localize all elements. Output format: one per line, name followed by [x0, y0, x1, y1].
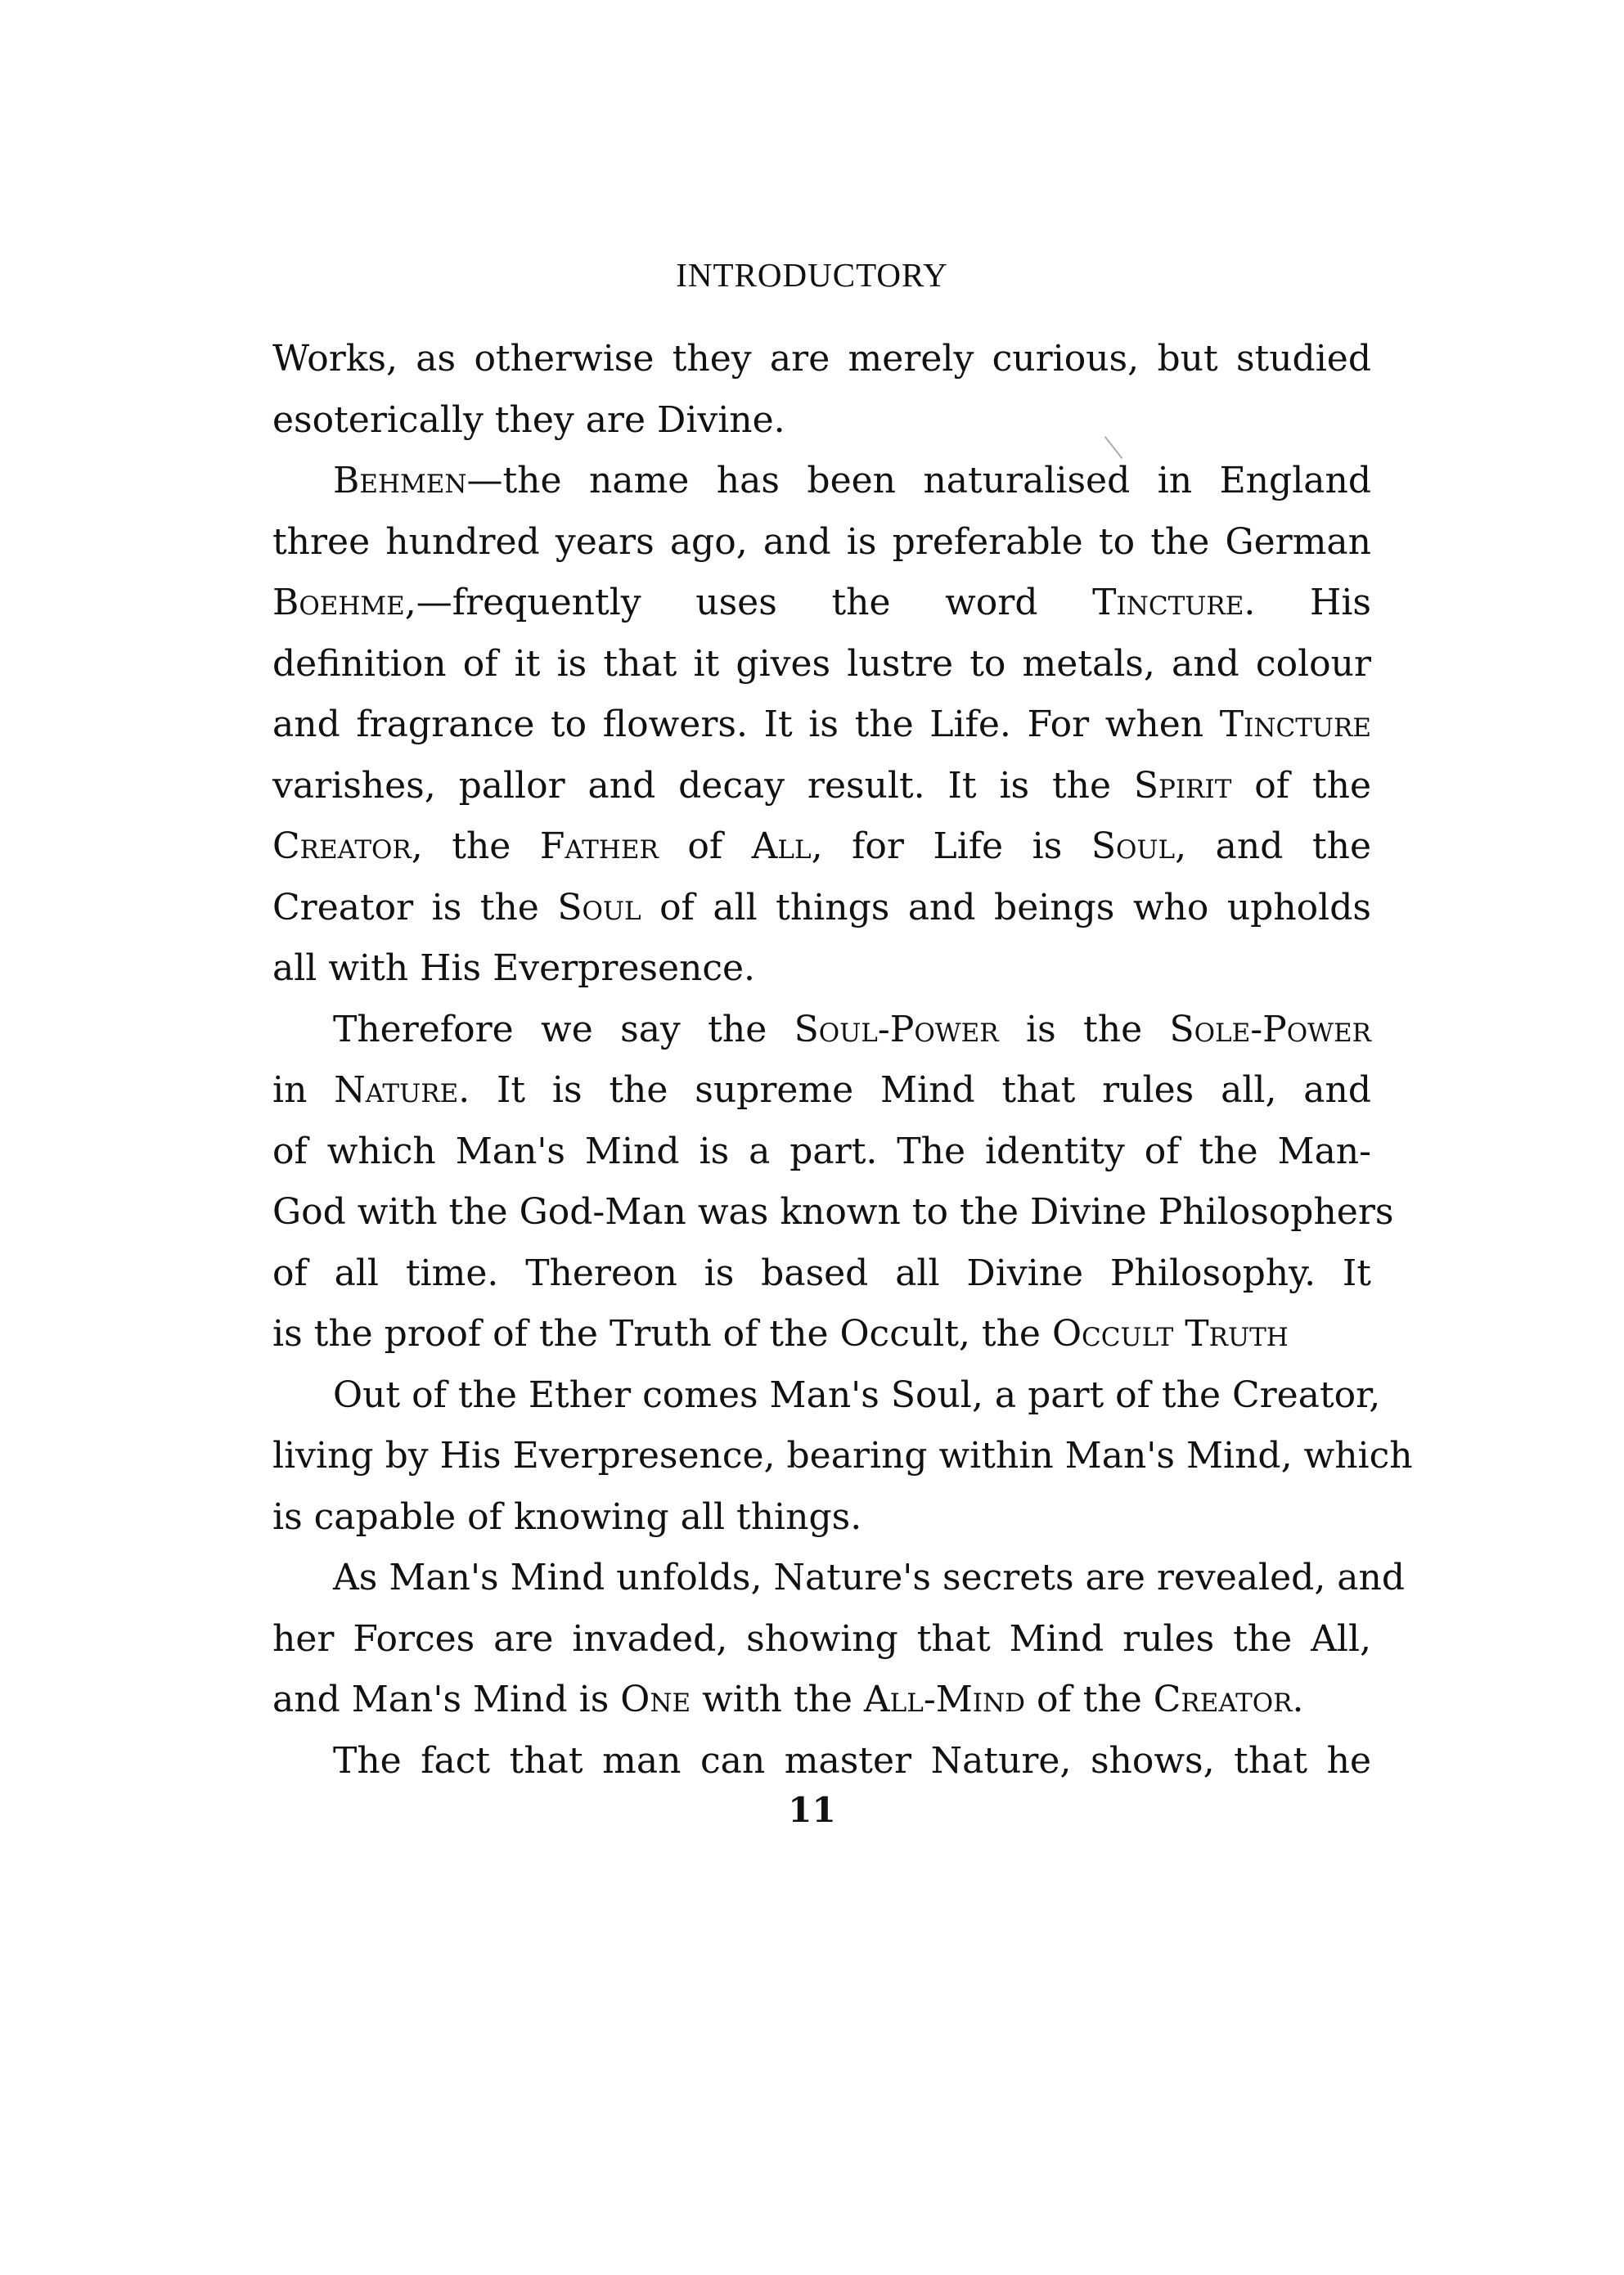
text-segment: The fact that man can master Nature, shows, that he: [333, 1739, 1371, 1782]
small-caps-term: Nature.: [334, 1069, 470, 1111]
text-line: [272, 1487, 1371, 1549]
text-segment: with the: [691, 1679, 864, 1720]
small-caps-term: Boehme,: [272, 582, 416, 623]
text-segment: —frequently uses the word: [416, 582, 1093, 623]
small-caps-term: Creator,: [272, 825, 423, 867]
small-caps-term: Soul: [557, 886, 641, 928]
paragraph: [272, 1731, 1371, 1792]
text-line: [272, 1000, 1371, 1061]
small-caps-term: Tincture: [1219, 704, 1371, 745]
text-segment: His: [1255, 582, 1371, 623]
text-line: [272, 1060, 1371, 1122]
small-caps-term: One: [620, 1679, 691, 1720]
text-segment: Creator is the: [272, 886, 558, 928]
body-text: [272, 329, 1413, 1792]
text-segment: esoterically they are Divine.: [272, 398, 785, 441]
text-line: [272, 573, 1371, 634]
text-segment: the: [422, 825, 540, 867]
text-line: [272, 1731, 1371, 1792]
paragraph: [272, 1000, 1394, 1365]
text-segment: of all time. Thereon is based all Divine Philosophy. It: [272, 1252, 1371, 1294]
text-segment: Out of the Ether comes Man's Soul, a part of the Creator,: [333, 1374, 1381, 1416]
text-segment: three hundred years ago, and is preferable to the German: [272, 520, 1371, 563]
text-segment: for Life is: [822, 825, 1091, 867]
text-line: [272, 1609, 1371, 1670]
small-caps-term: Father: [539, 825, 659, 867]
text-line: [272, 634, 1371, 695]
text-line: [272, 1548, 1406, 1609]
small-caps-term: Sole-Power: [1169, 1008, 1371, 1050]
text-line: [272, 1670, 1371, 1731]
text-line: [272, 1365, 1381, 1427]
text-segment: all with His Everpresence.: [272, 947, 756, 989]
paragraph: [272, 329, 1371, 451]
text-line: [272, 1426, 1413, 1487]
text-segment: God with the God-Man was known to the Divine Philosophers: [272, 1191, 1394, 1233]
text-segment: her Forces are invaded, showing that Mind rules the All,: [272, 1617, 1371, 1660]
text-segment: is the proof of the Truth of the Occult, the: [272, 1313, 1052, 1355]
text-segment: Works, as otherwise they are merely curious, but studied: [272, 338, 1371, 380]
running-head: INTRODUCTORY: [676, 256, 948, 294]
paragraph: [272, 1365, 1413, 1549]
text-segment: and fragrance to flowers. It is the Life. For when: [272, 704, 1220, 745]
text-segment: definition of it is that it gives lustre to metals, and colour: [272, 642, 1371, 685]
text-segment: of the: [1024, 1679, 1154, 1720]
paragraph: [272, 1548, 1406, 1731]
text-segment: living by His Everpresence, bearing within Man's Mind, which: [272, 1435, 1413, 1477]
page-number: 11: [788, 1790, 836, 1830]
text-segment: It is the supreme Mind that rules all, and: [470, 1069, 1371, 1111]
text-line: [272, 1122, 1371, 1183]
text-line: [272, 451, 1371, 512]
small-caps-term: Occult Truth: [1051, 1313, 1289, 1355]
text-line: [272, 695, 1371, 756]
small-caps-term: All,: [751, 825, 823, 867]
text-segment: varishes, pallor and decay result. It is the: [272, 764, 1134, 807]
small-caps-term: Behmen: [333, 460, 467, 501]
text-line: [272, 329, 1371, 390]
paragraph: [272, 451, 1371, 1000]
text-line: [272, 816, 1371, 878]
text-line: [272, 1304, 1371, 1365]
text-segment: of which Man's Mind is a part. The identity of the Man-: [272, 1130, 1371, 1172]
text-segment: is capable of knowing all things.: [272, 1495, 862, 1538]
text-line: [272, 756, 1371, 817]
text-line: [272, 938, 1371, 1000]
text-line: [272, 512, 1371, 573]
text-segment: of all things and beings who upholds: [641, 886, 1371, 928]
text-segment: and the: [1186, 825, 1371, 867]
text-line: [272, 1243, 1371, 1305]
text-segment: is the: [998, 1008, 1170, 1050]
text-segment: Therefore we say the: [333, 1008, 794, 1050]
text-segment: in: [272, 1069, 335, 1111]
small-caps-term: Soul,: [1091, 825, 1187, 867]
text-line: [272, 878, 1371, 939]
text-segment: of the: [1231, 764, 1371, 807]
small-caps-term: Soul-Power: [794, 1008, 999, 1050]
small-caps-term: All-Mind: [863, 1679, 1025, 1720]
text-segment: and Man's Mind is: [272, 1679, 621, 1720]
text-line: [272, 390, 1371, 452]
small-caps-term: Spirit: [1133, 764, 1232, 807]
text-segment: As Man's Mind unfolds, Nature's secrets are revealed, and: [333, 1557, 1406, 1598]
text-line: [272, 1182, 1394, 1243]
text-segment: —the name has been naturalised in England: [466, 460, 1371, 501]
text-segment: of: [658, 825, 752, 867]
small-caps-term: Tincture.: [1092, 582, 1256, 623]
small-caps-term: Creator.: [1153, 1679, 1304, 1720]
